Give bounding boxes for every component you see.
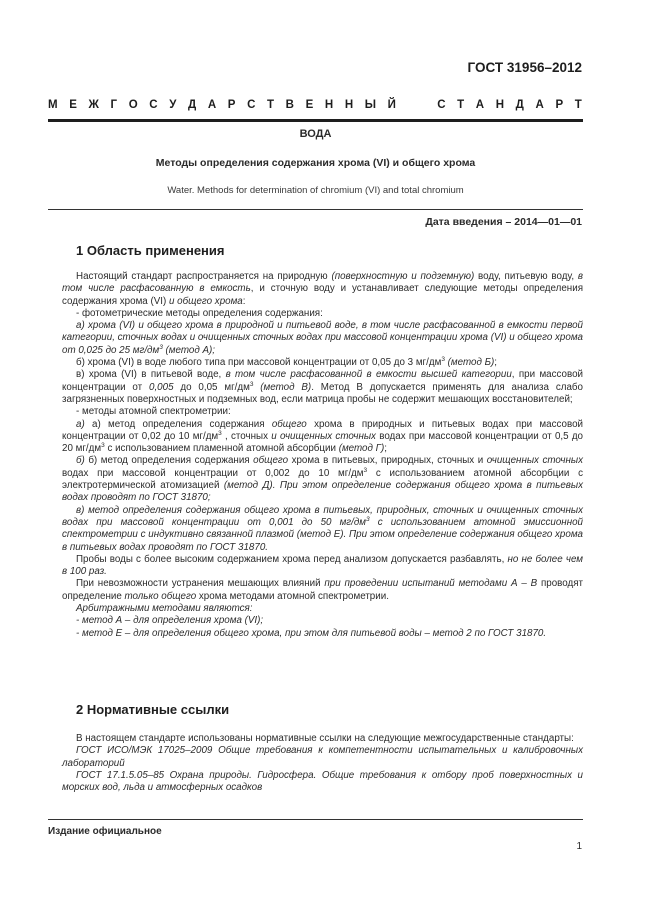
edition-label: Издание официальное	[48, 826, 162, 837]
banner-letter: А	[535, 99, 544, 111]
paragraph: - метод А – для определения хрома (VI);	[76, 615, 264, 627]
document-code: ГОСТ 31956–2012	[467, 60, 582, 75]
paragraph: Пробы воды с более высоким содержанием хрома перед анализом допускается разбавлять, но не более чем в 100 раз.	[62, 553, 584, 578]
paragraph: - фотометрические методы определения содержания:	[76, 307, 323, 319]
reference-item: ГОСТ ИСО/МЭК 17025–2009 Общие требования к компетентности испытательных и калибровочных лабораторий	[62, 745, 583, 769]
banner-letter: Ы	[364, 99, 377, 111]
banner-letter: Р	[555, 99, 564, 111]
banner-letter: Т	[457, 99, 465, 111]
banner-letter: Е	[69, 99, 77, 111]
paragraph: б) хрома (VI) в воде любого типа при массовой концентрации от 0,05 до 3 $мг/дм^3$ (метод Б);	[76, 356, 497, 369]
banner-letter: А	[207, 99, 217, 111]
banner-letter: В	[285, 99, 294, 111]
paragraph: а) хрома (VI) и общего хрома в природной и питьевой воде, в том числе расфасованной в емкости первой категории, сточных водах и очищенных сточных водах при массовой концентрации хрома (VI) и общего хрома от 0,025 до 25 $мг/дм^3$ (метод А);	[62, 320, 583, 356]
section-2-body	[62, 733, 583, 794]
footer-rule	[48, 819, 583, 820]
document-subtitle: Методы определения содержания хрома (VI) и общего хрома	[155, 157, 476, 169]
paragraph: В настоящем стандарте использованы нормативные ссылки на следующие межгосударственные стандарты:	[76, 733, 574, 744]
paragraph: - метод Е – для определения общего хрома, при этом для питьевой воды – метод 2 по ГОСТ 31870.	[76, 627, 547, 639]
introduction-date: Дата введения – 2014—01—01	[425, 216, 582, 228]
banner-gap	[422, 99, 425, 111]
paragraph: в) хрома (VI) в питьевой воде, в том числе расфасованной в емкости высшей категории, при массовой концентрации от 0,005 до 0,05 $мг/дм^3$ (метод В). Метод В допускается применять для анализа слабо загрязненных поверхностных и подземных вод, если матрица пробы не содержит мешающих восстановителей;	[62, 369, 584, 405]
banner-gap	[408, 99, 411, 111]
banner-letter: Г	[110, 99, 118, 111]
section-2-heading: 2 Нормативные ссылки	[76, 702, 230, 717]
banner-letter: Й	[387, 99, 396, 111]
english-title: Water. Methods for determination of chromium (VI) and total chromium	[167, 185, 464, 196]
banner-letter: Е	[305, 99, 314, 111]
banner-letter: Н	[495, 99, 505, 111]
banner-letter: О	[128, 99, 138, 111]
banner-letter: У	[169, 99, 177, 111]
section-1-body	[62, 271, 583, 640]
document-title: ВОДА	[299, 128, 332, 140]
paragraph: в) метод определения содержания общего хрома в питьевых, природных, сточных и очищенных сточных водах при массовой концентрации от 0,001 до 50 $мг/дм^3$ с использованием атомной эмиссионной спектрометрии с индуктивно связанной плазмой (метод Е). При этом определение содержания общего хрома в питьевых водах проводят по ГОСТ 31870.	[62, 504, 583, 553]
page-number: 1	[576, 841, 582, 852]
banner-letter: Т	[574, 99, 582, 111]
banner-letter: Р	[227, 99, 236, 111]
banner-letter: Д	[188, 99, 197, 111]
section-1-heading: 1 Область применения	[76, 243, 225, 258]
header-rule	[48, 119, 583, 122]
standard-banner	[48, 99, 582, 111]
paragraph: При невозможности устранения мешающих влияний при проведении испытаний методами А – В проводят определение только общего хрома методами атомной спектрометрии.	[62, 578, 583, 602]
banner-letter: Ж	[88, 99, 99, 111]
reference-item: ГОСТ 17.1.5.05–85 Охрана природы. Гидросфера. Общие требования к отбору проб поверхностных и морских вод, льда и атмосферных осадков	[62, 769, 583, 794]
paragraph: Арбитражными методами являются:	[76, 603, 253, 615]
banner-letter: С	[149, 99, 158, 111]
paragraph: а) а) метод определения содержания общего хрома в природных и питьевых водах при массовой концентрации от 0,02 до 10 $мг/дм^3$ , сточных и очищенных сточных водах при массовой концентрации от 0,5 до 20 $мг/дм^3$ с использованием пламенной атомной абсорбции (метод Г);	[62, 418, 583, 455]
banner-letter: С	[437, 99, 446, 111]
paragraph: б) б) метод определения содержания общего хрома в питьевых, природных, сточных и очищенных сточных водах при массовой концентрации от 0,002 до 10 $мг/дм^3$ с использованием атомной абсорбции с электротермической атомизацией (метод Д). При этом определение содержания общего хрома в питьевых водах проводят по ГОСТ 31870;	[62, 455, 583, 504]
title-rule	[48, 209, 583, 210]
paragraph: Настоящий стандарт распространяется на природную (поверхностную и подземную) воду, питьевую воду, в том числе расфасованную в емкость, и сточную воду и устанавливает следующие методы определения содержания хрома (VI) и общего хрома:	[62, 271, 583, 307]
banner-letter: М	[48, 99, 58, 111]
banner-letter: С	[247, 99, 256, 111]
banner-letter: Т	[267, 99, 275, 111]
paragraph: - методы атомной спектрометрии:	[76, 406, 231, 418]
banner-letter: Н	[324, 99, 334, 111]
banner-letter: А	[475, 99, 485, 111]
banner-letter: Н	[344, 99, 354, 111]
banner-letter: Д	[515, 99, 524, 111]
